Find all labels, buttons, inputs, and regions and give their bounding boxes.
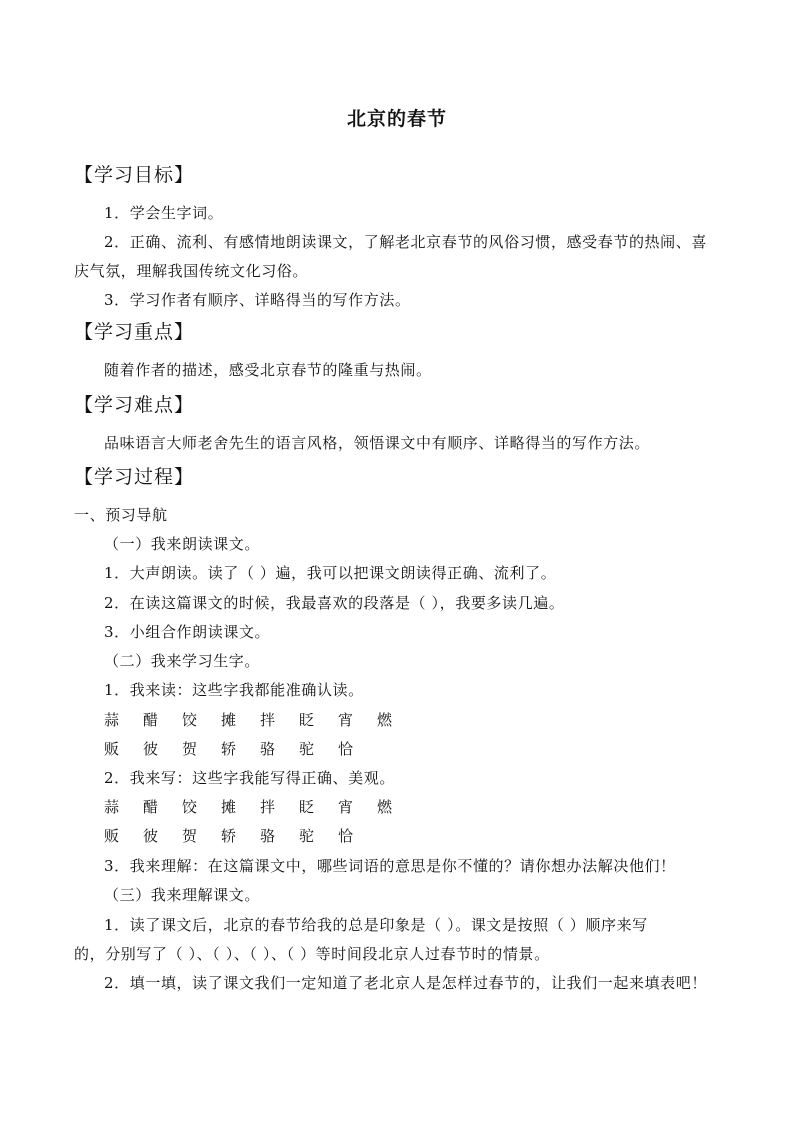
char: 燃 (377, 711, 393, 729)
char: 彼 (143, 827, 159, 845)
part-3-line-3: 2．填一填，读了课文我们一定知道了老北京人是怎样过春节的，让我们一起来填表吧！ (104, 974, 707, 992)
key-points-text: 随着作者的描述，感受北京春节的隆重与热闹。 (104, 361, 432, 379)
char: 蒜 (104, 711, 120, 729)
char: 饺 (182, 711, 198, 729)
part-1-item-1: 1．大声朗读。读了（ ）遍，我可以把课文朗读得正确、流利了。 (104, 564, 557, 582)
part-2-title: （二）我来学习生字。 (104, 652, 261, 670)
char: 轿 (221, 827, 237, 845)
char: 骆 (260, 740, 276, 758)
char: 拌 (260, 798, 276, 816)
objective-3: 3．学习作者有顺序、详略得当的写作方法。 (104, 291, 411, 309)
heading-difficulties: 【学习难点】 (74, 394, 195, 416)
part-3-title: （三）我来理解课文。 (104, 886, 261, 904)
char: 恰 (338, 827, 354, 845)
char: 醋 (143, 711, 159, 729)
char: 驼 (299, 740, 315, 758)
char: 贺 (182, 827, 198, 845)
write-chars-row-2 (104, 825, 377, 846)
char: 贺 (182, 740, 198, 758)
part-3-line-2: 的，分别写了（ ）、（ ）、（ ）、（ ）等时间段北京人过春节时的情景。 (74, 945, 550, 963)
part-1-item-2: 2．在读这篇课文的时候，我最喜欢的段落是（ ），我要多读几遍。 (104, 594, 565, 612)
understand-label: 3．我来理解：在这篇课文中，哪些词语的意思是你不懂的？请你想办法解决他们！ (104, 857, 676, 875)
char: 醋 (143, 798, 159, 816)
char: 骆 (260, 827, 276, 845)
page-title: 北京的春节 (346, 108, 447, 130)
char: 宵 (338, 711, 354, 729)
char: 拌 (260, 711, 276, 729)
char: 贩 (104, 740, 120, 758)
heading-key-points: 【学习重点】 (74, 321, 195, 343)
char: 眨 (299, 711, 315, 729)
objective-1: 1．学会生字词。 (104, 204, 224, 222)
char: 驼 (299, 827, 315, 845)
char: 燃 (377, 798, 393, 816)
heading-objectives: 【学习目标】 (74, 164, 195, 186)
section-1-title: 一、预习导航 (74, 506, 168, 524)
read-chars-row-1 (104, 709, 416, 730)
char: 恰 (338, 740, 354, 758)
part-1-item-3: 3．小组合作朗读课文。 (104, 623, 271, 641)
char: 饺 (182, 798, 198, 816)
read-chars-row-2 (104, 738, 377, 759)
char: 蒜 (104, 798, 120, 816)
part-1-title: （一）我来朗读课文。 (104, 535, 261, 553)
write-chars-row-1 (104, 796, 416, 817)
char: 眨 (299, 798, 315, 816)
char: 摊 (221, 711, 237, 729)
difficulties-text: 品味语言大师老舍先生的语言风格，领悟课文中有顺序、详略得当的写作方法。 (104, 434, 651, 452)
heading-process: 【学习过程】 (74, 466, 195, 488)
char: 摊 (221, 798, 237, 816)
write-label: 2．我来写：这些字我能写得正确、美观。 (104, 769, 395, 787)
char: 彼 (143, 740, 159, 758)
objective-2-cont: 庆气氛，理解我国传统文化习俗。 (74, 262, 309, 280)
char: 宵 (338, 798, 354, 816)
part-3-line-1: 1．读了课文后，北京的春节给我的总是印象是（ ）。课文是按照（ ）顺序来写 (104, 916, 648, 934)
read-label: 1．我来读：这些字我都能准确认读。 (104, 681, 364, 699)
char: 贩 (104, 827, 120, 845)
char: 轿 (221, 740, 237, 758)
objective-2: 2．正确、流利、有感情地朗读课文，了解老北京春节的风俗习惯，感受春节的热闹、喜 (104, 233, 707, 251)
